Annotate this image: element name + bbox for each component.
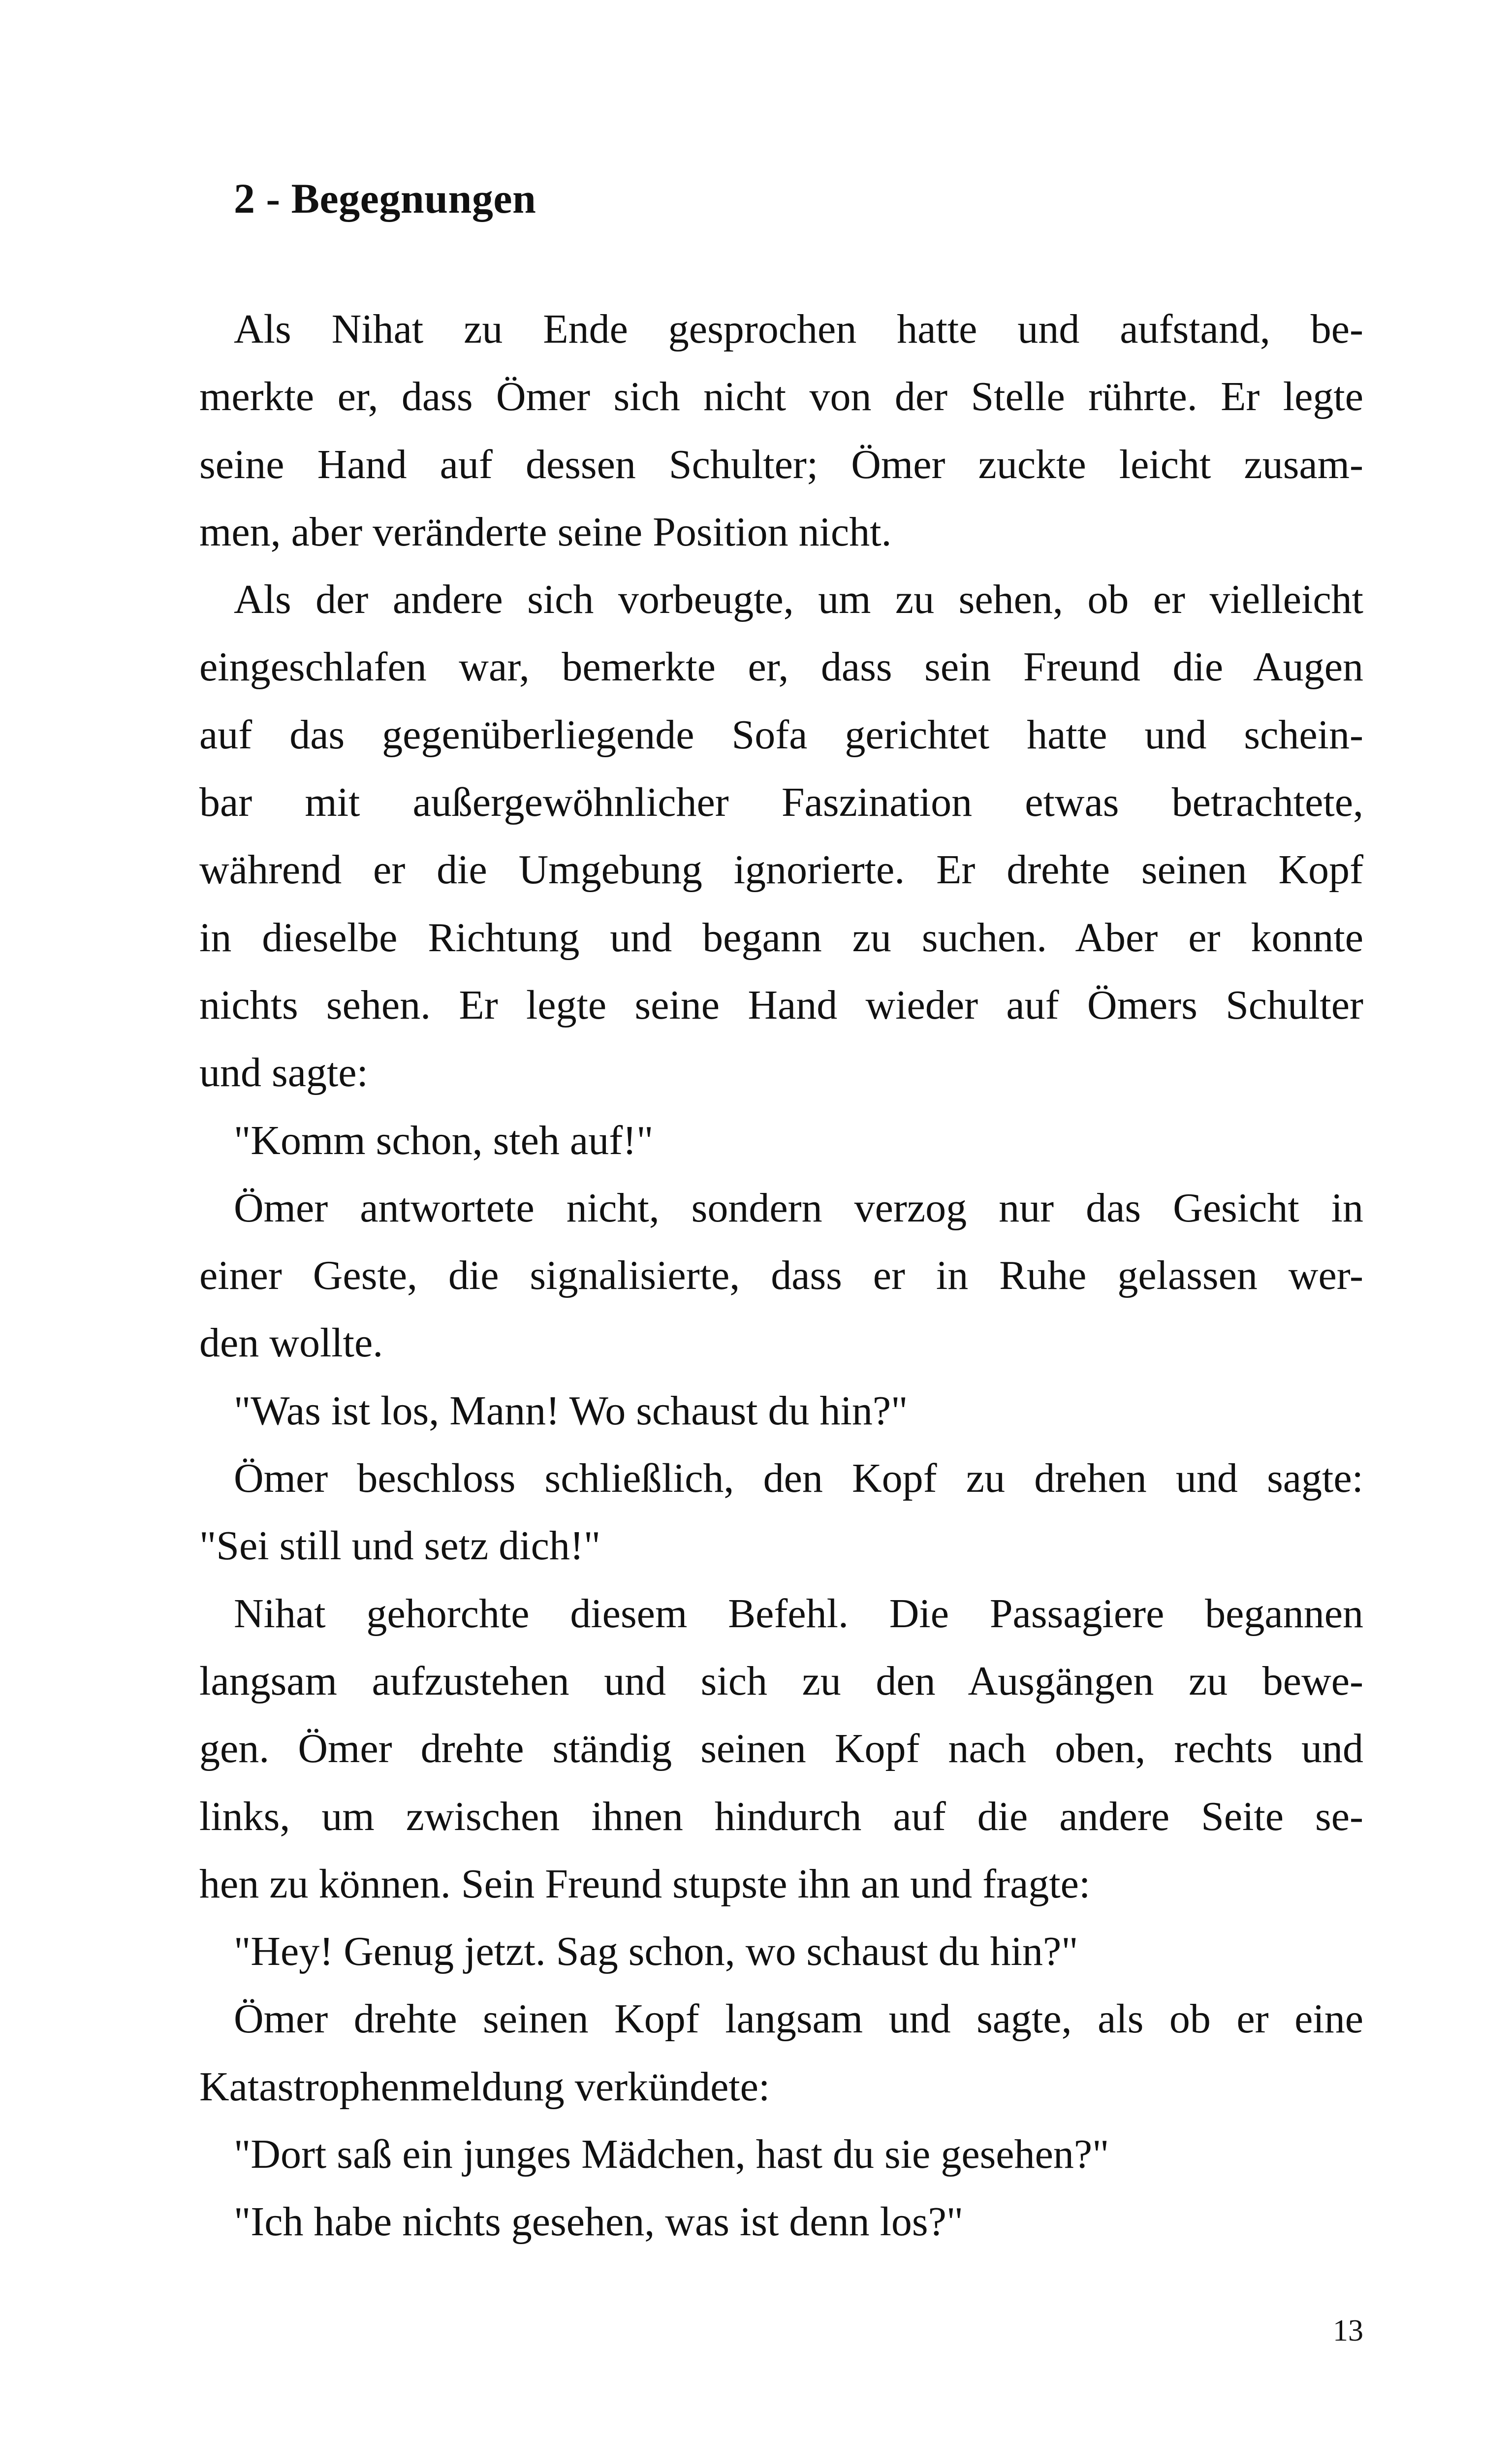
text-line: nichts sehen. Er legte seine Hand wieder auf Ömers Schulter xyxy=(199,982,1363,1028)
text-line: Ömer beschloss schließlich, den Kopf zu drehen und sagte: xyxy=(234,1455,1363,1502)
text-line: während er die Umgebung ignorierte. Er drehte seinen Kopf xyxy=(199,847,1363,893)
text-line: links, um zwischen ihnen hindurch auf die andere Seite se- xyxy=(199,1793,1363,1839)
text-line: men, aber veränderte seine Position nicht. xyxy=(199,509,892,555)
text-line: seine Hand auf dessen Schulter; Ömer zuckte leicht zusam- xyxy=(199,441,1363,487)
text-line: "Dort saß ein junges Mädchen, hast du sie gesehen?" xyxy=(234,2131,1109,2178)
text-line: gen. Ömer drehte ständig seinen Kopf nach oben, rechts und xyxy=(199,1726,1363,1772)
text-line: Als Nihat zu Ende gesprochen hatte und aufstand, be- xyxy=(234,306,1363,352)
text-line: Ömer drehte seinen Kopf langsam und sagte, als ob er eine xyxy=(234,1996,1363,2042)
text-line: "Sei still und setz dich!" xyxy=(199,1523,601,1569)
text-line: einer Geste, die signalisierte, dass er in Ruhe gelassen wer- xyxy=(199,1253,1363,1299)
text-line: auf das gegenüberliegende Sofa gerichtet hatte und schein- xyxy=(199,711,1363,758)
text-line: in dieselbe Richtung und begann zu suchen. Aber er konnte xyxy=(199,914,1363,961)
text-line: "Hey! Genug jetzt. Sag schon, wo schaust du hin?" xyxy=(234,1929,1078,1975)
text-line: den wollte. xyxy=(199,1320,383,1366)
text-line: bar mit außergewöhnlicher Faszination etwas betrachtete, xyxy=(199,779,1363,826)
text-line: Nihat gehorchte diesem Befehl. Die Passagiere begannen xyxy=(234,1590,1363,1637)
body-text xyxy=(199,295,1363,2256)
text-line: Als der andere sich vorbeugte, um zu sehen, ob er vielleicht xyxy=(234,577,1363,623)
text-line: "Komm schon, steh auf!" xyxy=(234,1117,654,1163)
text-line: hen zu können. Sein Freund stupste ihn an und fragte: xyxy=(199,1861,1091,1907)
text-line: "Was ist los, Mann! Wo schaust du hin?" xyxy=(234,1387,908,1434)
page-number: 13 xyxy=(1333,2314,1363,2347)
text-line: Katastrophenmeldung verkündete: xyxy=(199,2063,770,2110)
text-line: merkte er, dass Ömer sich nicht von der Stelle rührte. Er legte xyxy=(199,374,1363,420)
chapter-title: 2 - Begegnungen xyxy=(234,175,536,222)
text-line: eingeschlafen war, bemerkte er, dass sein Freund die Augen xyxy=(199,644,1363,690)
text-line: "Ich habe nichts gesehen, was ist denn los?" xyxy=(234,2199,964,2245)
text-line: langsam aufzustehen und sich zu den Ausgängen zu bewe- xyxy=(199,1658,1363,1704)
text-line: und sagte: xyxy=(199,1050,368,1096)
text-line: Ömer antwortete nicht, sondern verzog nur das Gesicht in xyxy=(234,1185,1363,1231)
